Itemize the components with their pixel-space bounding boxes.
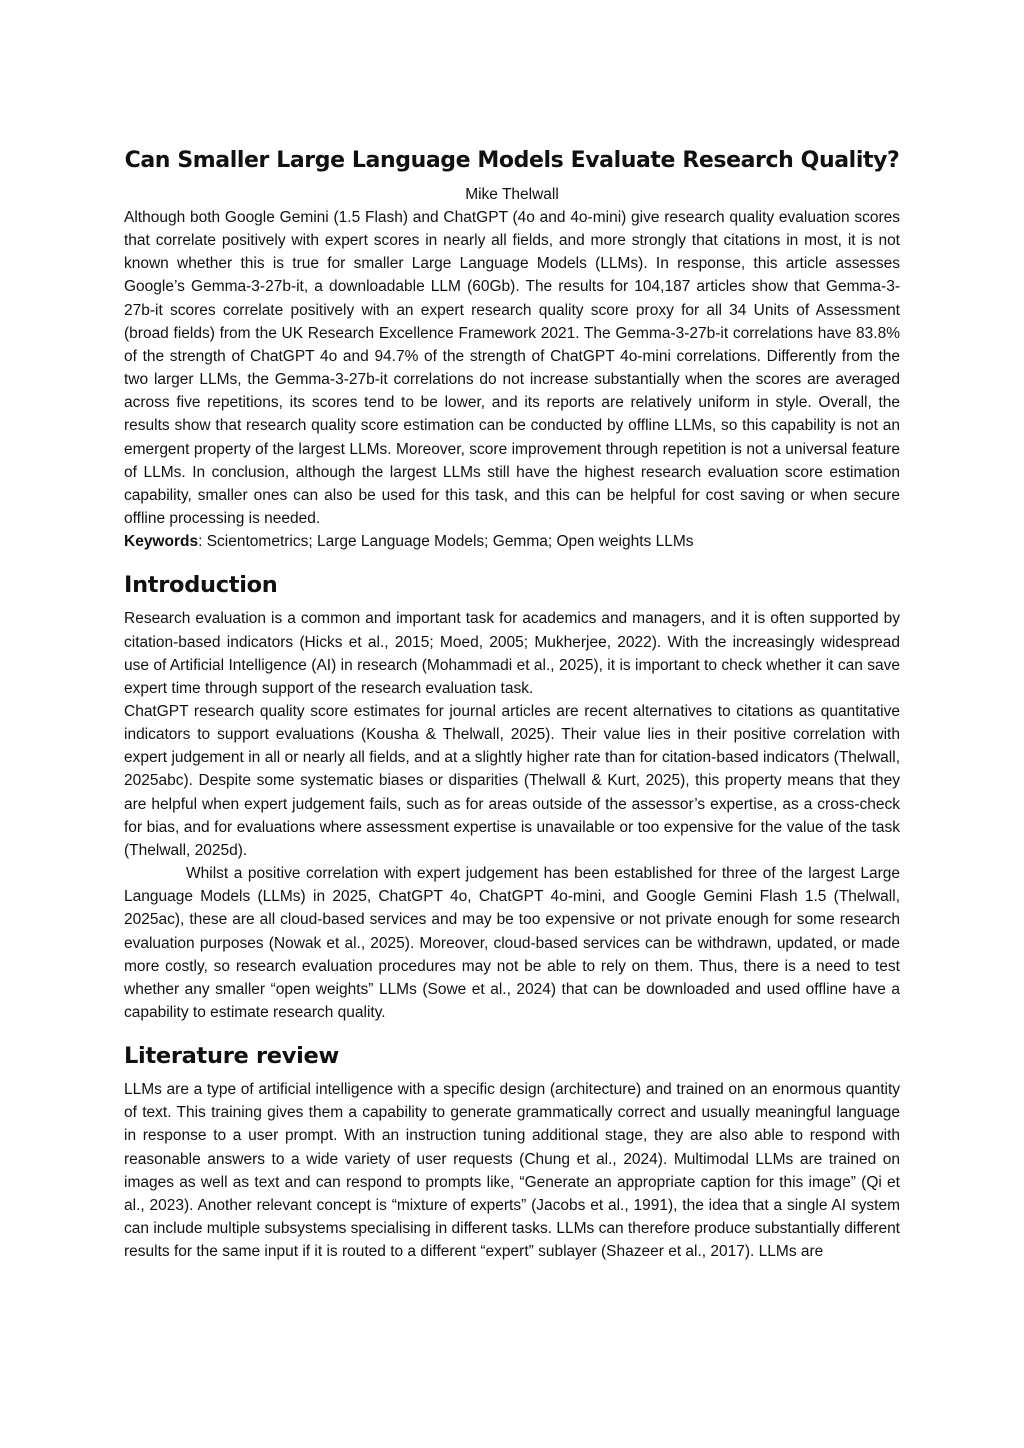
introduction-paragraph-2: ChatGPT research quality score estimates for journal articles are recent alternatives to citations as quantitative indicators to support evaluations (Kousha & Thelwall, 2025). Their value lies in their positive correlation with expert judgement in all or nearly all fields, and at a slightly higher rate than for citation-based indicators (Thelwall, 2025abc). Despite some systematic biases or disparities (Thelwall & Kurt, 2025), this property means that they are helpful when expert judgement fails, such as for areas outside of the assessor’s expertise, as a cross-check for bias, and for evaluations where assessment expertise is unavailable or too expensive for the value of the task (Thelwall, 2025d).: [124, 702, 900, 859]
introduction-heading: Introduction: [124, 572, 278, 599]
introduction-paragraph-3: Whilst a positive correlation with expert judgement has been established for three of the largest Large Language Models (LLMs) in 2025, ChatGPT 4o, ChatGPT 4o-mini, and Google Gemini Flash 1.5 (Thelwall, 2025ac), these are all cloud-based services and may be too expensive or not private enough for some research evaluation purposes (Nowak et al., 2025). Moreover, cloud-based services can be withdrawn, updated, or made more costly, so research evaluation procedures may not be able to rely on them. Thus, there is a need to test whether any smaller “open weights” LLMs (Sowe et al., 2024) that can be downloaded and used offline have a capability to estimate research quality.: [124, 865, 900, 1021]
literature-review-paragraph-1: LLMs are a type of artificial intelligence with a specific design (architecture) and trained on an enormous quantity of text. This training gives them a capability to generate grammatically correct and usually meaningful language in response to a user prompt. With an instruction tuning additional stage, they are also able to respond with reasonable answers to a wide variety of user requests (Chung et al., 2024). Multimodal LLMs are trained on images as well as text and can respond to prompts like, “Generate an appropriate caption for this image” (Qi et al., 2023). Another relevant concept is “mixture of experts” (Jacobs et al., 1991), the idea that a single AI system can include multiple subsystems specialising in different tasks. LLMs can therefore produce substantially different results for the same input if it is routed to a different “expert” sublayer (Shazeer et al., 2017). LLMs are: [124, 1081, 900, 1261]
abstract-paragraph: Although both Google Gemini (1.5 Flash) and ChatGPT (4o and 4o-mini) give research quality evaluation scores that correlate positively with expert scores in nearly all fields, and more strongly that citations in most, it is not known whether this is true for smaller Large Language Models (LLMs). In response, this article assesses Google’s Gemma-3-27b-it, a downloadable LLM (60Gb). The results for 104,187 articles show that Gemma-3-27b-it scores correlate positively with an expert research quality score proxy for all 34 Units of Assessment (broad fields) from the UK Research Excellence Framework 2021. The Gemma-3-27b-it correlations have 83.8% of the strength of ChatGPT 4o and 94.7% of the strength of ChatGPT 4o-mini correlations. Differently from the two larger LLMs, the Gemma-3-27b-it correlations do not increase substantially when the scores are averaged across five repetitions, its scores tend to be lower, and its reports are relatively uniform in style. Overall, the results show that research quality score estimation can be conducted by offline LLMs, so this capability is not an emergent property of the largest LLMs. Moreover, score improvement through repetition is not a universal feature of LLMs. In conclusion, although the largest LLMs still have the highest research evaluation score estimation capability, smaller ones can also be used for this task, and this can be helpful for cost saving or when secure offline processing is needed.: [124, 209, 900, 528]
keywords-label: Keywords: [124, 533, 199, 551]
paper-title: Can Smaller Large Language Models Evaluate Research Quality?: [124, 148, 900, 173]
literature-review-heading: Literature review: [124, 1043, 339, 1070]
paper-page: [124, 143, 900, 1263]
keywords-text: : Scientometrics; Large Language Models; Gemma; Open weights LLMs: [198, 533, 694, 551]
keywords-line: [124, 530, 900, 553]
author-name: Mike Thelwall: [465, 186, 559, 203]
introduction-paragraph-1: Research evaluation is a common and important task for academics and managers, and it is often supported by citation-based indicators (Hicks et al., 2015; Moed, 2005; Mukherjee, 2022). With the increasingly widespread use of Artificial Intelligence (AI) in research (Mohammadi et al., 2025), it is important to check whether it can save expert time through support of the research evaluation task.: [124, 610, 900, 697]
